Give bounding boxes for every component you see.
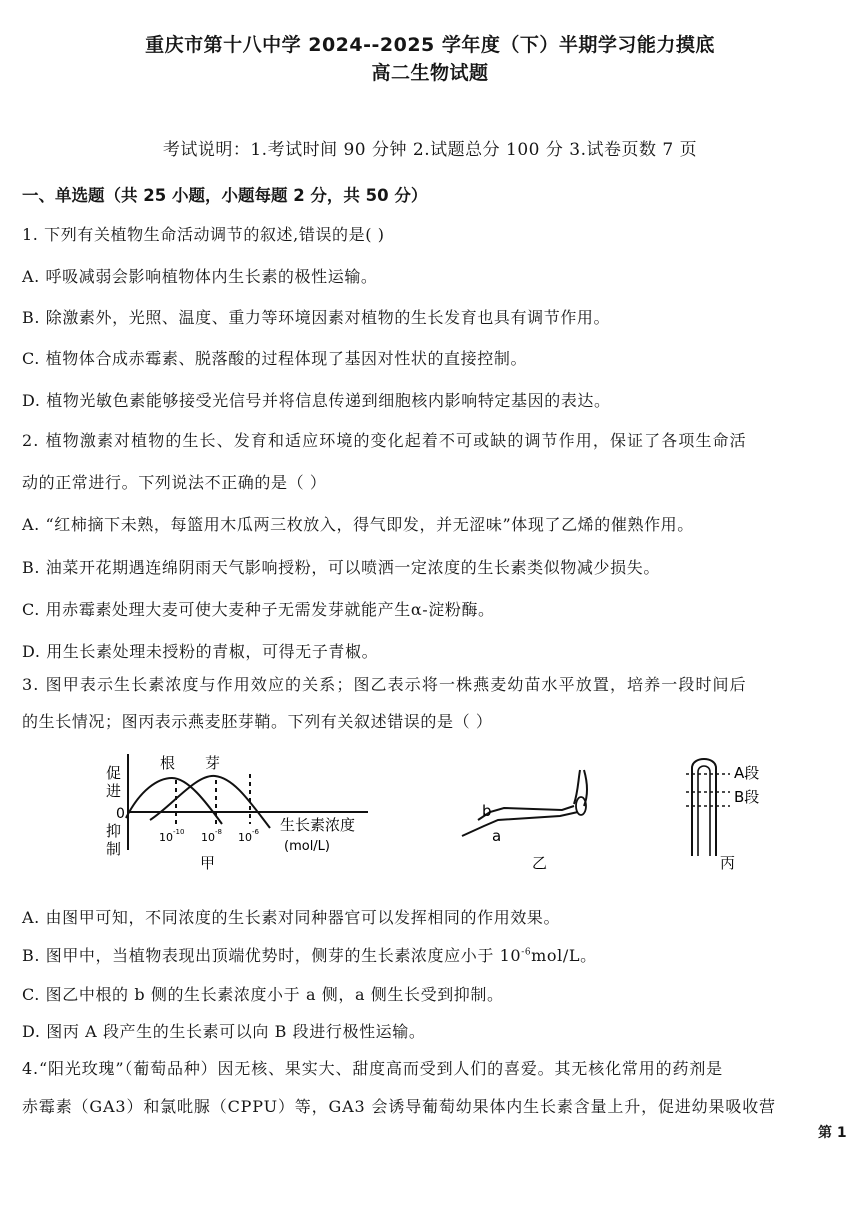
- y-zero-label: 0: [116, 806, 125, 822]
- question-1-option-d: D. 植物光敏色素能够接受光信号并将信息传递到细胞核内影响特定基因的表达。: [22, 391, 611, 410]
- question-1-option-c: C. 植物体合成赤霉素、脱落酸的过程体现了基因对性状的直接控制。: [22, 349, 528, 368]
- question-1-option-a: A. 呼吸减弱会影响植物体内生长素的极性运输。: [22, 267, 378, 286]
- side-b-label: b: [482, 802, 492, 820]
- tick-exp-1: -10: [173, 828, 185, 836]
- question-2-option-d: D. 用生长素处理未授粉的青椒，可得无子青椒。: [22, 642, 379, 661]
- question-3-option-a: A. 由图甲可知，不同浓度的生长素对同种器官可以发挥相同的作用效果。: [22, 908, 561, 927]
- y-label-inhibit-1: 抑: [106, 822, 122, 840]
- figure-bing-coleoptile: [686, 759, 759, 872]
- question-3-option-d: D. 图丙 A 段产生的生长素可以向 B 段进行极性运输。: [22, 1022, 426, 1041]
- question-2-stem-line-2: 动的正常进行。下列说法不正确的是（ ）: [22, 473, 327, 492]
- question-3-option-b-exponent: -6: [521, 947, 532, 958]
- exam-subtitle: 高二生物试题: [371, 62, 489, 84]
- coleoptile-inner: [698, 766, 710, 856]
- y-label-promote-2: 进: [106, 782, 122, 800]
- y-label-inhibit-2: 制: [106, 840, 122, 858]
- question-3-figures: [0, 740, 860, 880]
- bud-curve-label: 芽: [205, 754, 221, 772]
- question-2-option-c: C. 用赤霉素处理大麦可使大麦种子无需发芽就能产生α-淀粉酶。: [22, 600, 495, 619]
- y-label-promote-1: 促: [106, 764, 122, 782]
- question-4-stem-line-2: 赤霉素（GA3）和氯吡脲（CPPU）等，GA3 会诱导葡萄幼果体内生长素含量上升，促进幼果吸收营: [22, 1097, 776, 1116]
- figure-yi-caption: 乙: [532, 854, 548, 872]
- question-3-stem-line-2: 的生长情况；图丙表示燕麦胚芽鞘。下列有关叙述错误的是（ ）: [22, 712, 493, 731]
- page-number: 第 1: [818, 1125, 847, 1141]
- question-1-stem: 1. 下列有关植物生命活动调节的叙述,错误的是( ): [22, 225, 385, 244]
- x-axis-label: 生长素浓度: [280, 816, 356, 834]
- question-3-option-b-unit: mol/L。: [531, 946, 597, 965]
- exam-title: 重庆市第十八中学 2024--2025 学年度（下）半期学习能力摸底: [145, 34, 715, 56]
- tick-label-2: 10: [201, 831, 215, 844]
- figure-bing-caption: 丙: [720, 854, 736, 872]
- question-2-option-a: A. “红柿摘下未熟，每篮用木瓜两三枚放入，得气即发，并无涩味”体现了乙烯的催熟作用。: [22, 515, 694, 534]
- question-3-option-c: C. 图乙中根的 b 侧的生长素浓度小于 a 侧，a 侧生长受到抑制。: [22, 985, 504, 1004]
- tick-exp-2: -8: [215, 828, 222, 836]
- segment-b-label: B段: [734, 788, 760, 806]
- question-3-stem-line-1: 3. 图甲表示生长素浓度与作用效应的关系；图乙表示将一株燕麦幼苗水平放置，培养一段时间后: [22, 675, 747, 694]
- question-2-stem-line-1: 2. 植物激素对植物的生长、发育和适应环境的变化起着不可或缺的调节作用，保证了各项生命活: [22, 431, 747, 450]
- tick-exp-3: -6: [252, 828, 259, 836]
- tick-label-3: 10: [238, 831, 252, 844]
- segment-a-label: A段: [734, 764, 760, 782]
- question-2-option-b: B. 油菜开花期遇连绵阴雨天气影响授粉，可以喷洒一定浓度的生长素类似物减少损失。: [22, 558, 660, 577]
- x-axis-unit: (mol/L): [284, 839, 330, 854]
- question-4-stem-line-1: 4.“阳光玫瑰”（葡萄品种）因无核、果实大、甜度高而受到人们的喜爱。其无核化常用的药剂是: [22, 1059, 724, 1078]
- side-a-label: a: [492, 827, 502, 845]
- question-3-option-b-text: B. 图甲中，当植物表现出顶端优势时，侧芽的生长素浓度应小于 10: [22, 946, 522, 965]
- exam-instructions: 考试说明：1.考试时间 90 分钟 2.试题总分 100 分 3.试卷页数 7 页: [162, 140, 698, 160]
- figure-jia-caption: 甲: [200, 854, 216, 872]
- question-3-option-b: [22, 943, 597, 966]
- figure-yi-seedling: [462, 770, 587, 872]
- bud-curve: [150, 776, 270, 828]
- section-heading: 一、单选题（共 25 小题，小题每题 2 分，共 50 分）: [22, 186, 428, 205]
- question-1-option-b: B. 除激素外，光照、温度、重力等环境因素对植物的生长发育也具有调节作用。: [22, 308, 611, 327]
- tick-label-1: 10: [159, 831, 173, 844]
- root-curve-label: 根: [160, 754, 176, 772]
- seedling-lower-edge: [462, 812, 578, 836]
- figure-jia-graph: [106, 754, 368, 872]
